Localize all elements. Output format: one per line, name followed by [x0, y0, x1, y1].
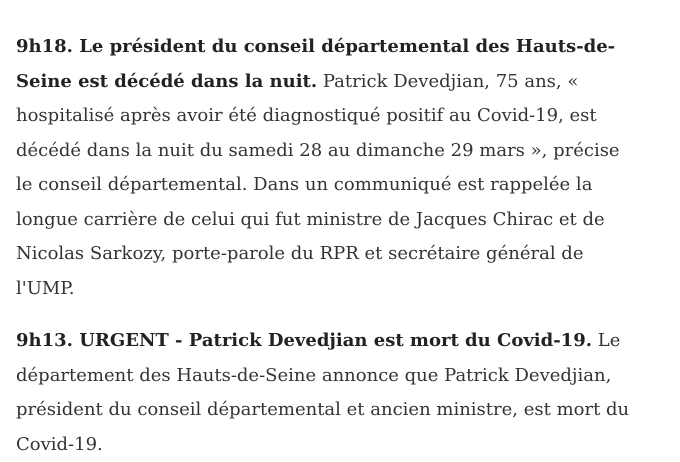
live-entry-0913 — [16, 324, 636, 462]
entry-headline: 9h18. Le président du conseil départemental des Hauts-de-Seine est décédé dans la nuit. — [16, 36, 616, 92]
entry-body: Le département des Hauts-de-Seine annonce que Patrick Devedjian, président du conseil départemental et ancien ministre, est mort du Covid-19. — [16, 330, 630, 455]
live-feed — [16, 30, 636, 462]
entry-headline: 9h13. URGENT - Patrick Devedjian est mort du Covid-19. — [16, 330, 592, 351]
live-entry-0918 — [16, 30, 636, 306]
entry-body: Patrick Devedjian, 75 ans, « hospitalisé après avoir été diagnostiqué positif au Covid-19, est décédé dans la nuit du samedi 28 au dimanche 29 mars », précise le conseil départemental. Dans un communiqué est rappelée la longue carrière de celui qui fut ministre de Jacques Chirac et de Nicolas Sarkozy, porte-parole du RPR et secrétaire général de l'UMP. — [16, 70, 620, 299]
